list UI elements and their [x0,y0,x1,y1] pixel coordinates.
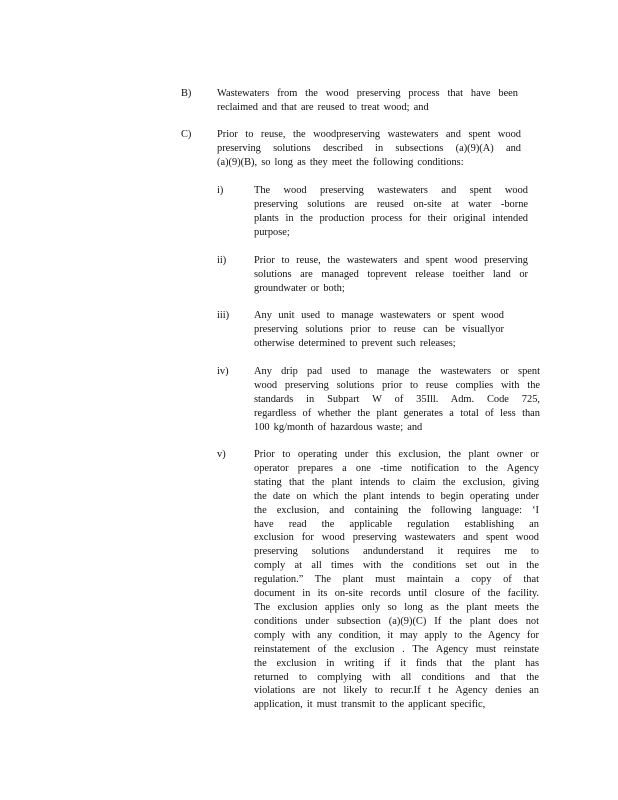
text-line: preserving solutions are reused on-site at water -borne [254,198,528,210]
text-line: solutions are managed toprevent release toeither land or [254,268,528,280]
subitem-label: iii) [217,310,230,321]
paragraph-item-c [217,128,521,170]
subitem-label: v) [217,449,226,460]
text-line: returned to complying with all conditions and that the [254,671,539,683]
paragraph-subitem-v [254,448,539,712]
text-line: preserving solutions described in subsections (a)(9)(A) and [217,142,521,154]
text-line: preserving solutions andunderstand it requires me to [254,546,539,558]
text-line: application, it must transmit to the applicant specific, [254,699,486,711]
text-line: document in its on-site records until closure of the facility. [254,588,539,600]
text-line: purpose; [254,226,290,238]
text-line: regardless of whether the plant generates a total of less than [254,407,540,419]
text-line: The exclusion applies only so long as the plant meets the [254,601,539,613]
subitem-label: iv) [217,366,229,377]
text-line: the date on which the plant intends to begin operating under [254,490,539,502]
text-line: The wood preserving wastewaters and spent wood [254,185,528,196]
paragraph-subitem-iv [254,365,540,435]
text-line: violations are not likely to recur.If t he Agency denies an [254,685,539,697]
text-line: exclusion for wood preserving wastewaters and spent wood [254,532,539,544]
item-label: C) [181,129,192,140]
text-line: groundwater or both; [254,282,345,294]
text-line: Any drip pad used to manage the wastewaters or spent [254,366,540,377]
text-line: otherwise determined to prevent such releases; [254,337,456,349]
item-label: B) [181,88,192,99]
text-line: Any unit used to manage wastewaters or spent wood [254,310,504,321]
text-line: Prior to reuse, the woodpreserving wastewaters and spent wood [217,129,521,140]
subitem-label: ii) [217,255,227,266]
text-line: standards in Subpart W of 35Ill. Adm. Code 725, [254,393,540,405]
text-line: reclaimed and that are reused to treat wood; and [217,101,429,113]
text-line: stating that the plant intends to claim the exclusion, giving [254,476,539,488]
paragraph-subitem-i [254,184,528,240]
text-line: Wastewaters from the wood preserving process that have been [217,88,518,99]
text-line: operator prepares a one -time notification to the Agency [254,462,539,474]
text-line: regulation.” The plant must maintain a copy of that [254,574,539,586]
text-line: the exclusion in writing if it finds that the plant has [254,657,539,669]
text-line: Prior to operating under this exclusion, the plant owner or [254,449,539,460]
text-line: comply with any condition, it may apply to the Agency for [254,629,539,641]
text-line: reinstatement of the exclusion . The Agency must reinstate [254,643,539,655]
text-line: Prior to reuse, the wastewaters and spent wood preserving [254,255,528,266]
text-line: 100 kg/month of hazardous waste; and [254,421,423,433]
text-line: wood preserving solutions prior to reuse complies with the [254,379,540,391]
paragraph-item-b [217,87,518,115]
text-line: comply at all times with the conditions set out in the [254,560,539,572]
text-line: plants in the production process for their original intended [254,212,528,224]
text-line: preserving solutions prior to reuse can be visuallyor [254,323,504,335]
subitem-label: i) [217,185,224,196]
text-line: have read the applicable regulation establishing an [254,518,539,530]
paragraph-subitem-ii [254,254,528,296]
text-line: (a)(9)(B), so long as they meet the following conditions: [217,156,464,168]
text-line: conditions under subsection (a)(9)(C) If the plant does not [254,615,539,627]
text-line: the exclusion, and containing the following language: ‘I [254,504,539,516]
paragraph-subitem-iii [254,309,504,351]
